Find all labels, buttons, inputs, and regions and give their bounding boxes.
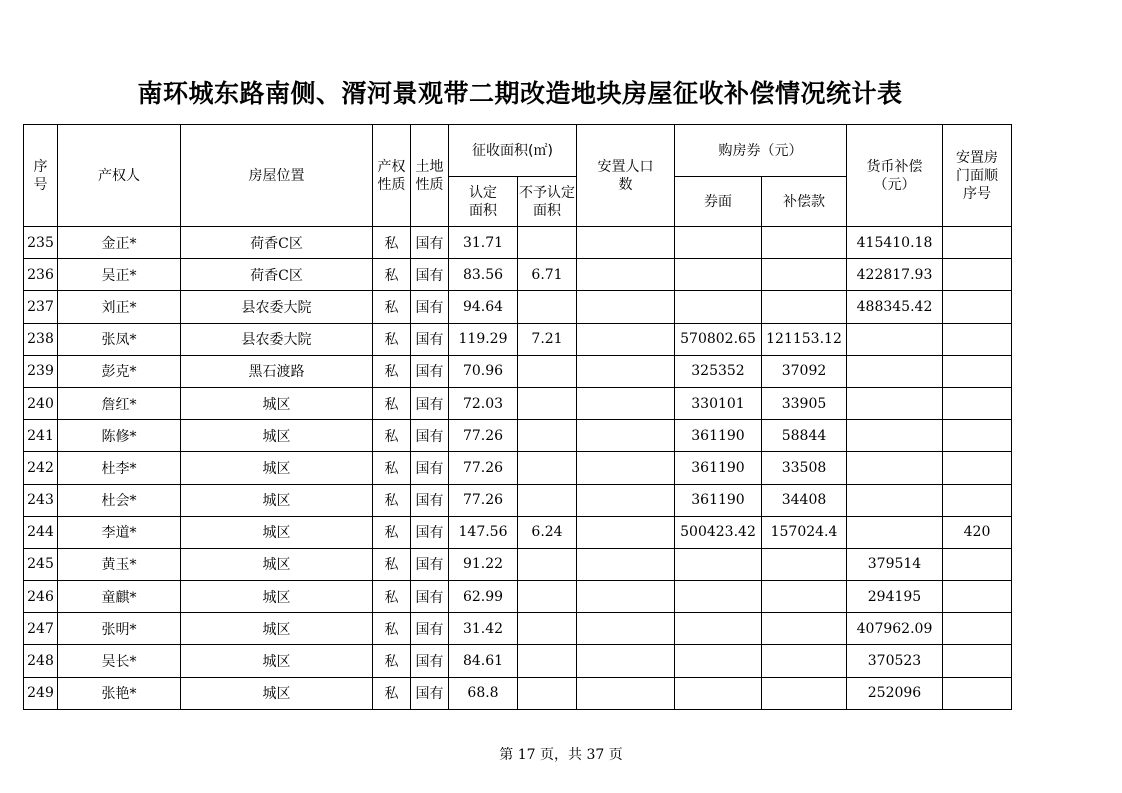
cell-location: 城区 <box>181 581 373 613</box>
cell-resettle-people <box>577 420 675 452</box>
cell-area-unrecognized <box>518 227 577 259</box>
cell-area-recognized: 62.99 <box>449 581 518 613</box>
cell-property-nature: 私 <box>373 548 411 580</box>
cell-resettle-people <box>577 323 675 355</box>
cell-area-recognized: 68.8 <box>449 677 518 709</box>
cell-resettle-people <box>577 516 675 548</box>
cell-area-recognized: 72.03 <box>449 387 518 419</box>
cell-voucher-face: 570802.65 <box>675 323 762 355</box>
cell-owner: 陈修* <box>58 420 181 452</box>
cell-area-unrecognized <box>518 291 577 323</box>
table-body <box>24 227 1012 710</box>
cell-voucher-face <box>675 581 762 613</box>
cell-cash <box>847 355 943 387</box>
cell-owner: 张明* <box>58 613 181 645</box>
cell-resettle-people <box>577 548 675 580</box>
cell-area-recognized: 94.64 <box>449 291 518 323</box>
cell-owner: 吴正* <box>58 259 181 291</box>
cell-seq: 240 <box>24 387 58 419</box>
cell-cash: 415410.18 <box>847 227 943 259</box>
cell-voucher-compensation <box>762 613 847 645</box>
cell-land-nature: 国有 <box>411 355 449 387</box>
cell-resettle-people <box>577 452 675 484</box>
cell-voucher-face <box>675 227 762 259</box>
cell-area-unrecognized <box>518 613 577 645</box>
cell-cash <box>847 452 943 484</box>
cell-cash: 488345.42 <box>847 291 943 323</box>
header-resettle-people: 安置人口数 <box>577 125 675 227</box>
header-location: 房屋位置 <box>181 125 373 227</box>
cell-cash <box>847 323 943 355</box>
cell-area-unrecognized <box>518 452 577 484</box>
cell-land-nature: 国有 <box>411 516 449 548</box>
cell-seq: 237 <box>24 291 58 323</box>
cell-location: 城区 <box>181 387 373 419</box>
cell-seq: 236 <box>24 259 58 291</box>
cell-area-recognized: 70.96 <box>449 355 518 387</box>
cell-owner: 黄玉* <box>58 548 181 580</box>
cell-property-nature: 私 <box>373 355 411 387</box>
cell-area-recognized: 77.26 <box>449 452 518 484</box>
cell-voucher-compensation <box>762 645 847 677</box>
cell-voucher-face <box>675 259 762 291</box>
table-row <box>24 323 1012 355</box>
cell-storefront-seq <box>943 677 1012 709</box>
cell-location: 城区 <box>181 677 373 709</box>
cell-location: 城区 <box>181 645 373 677</box>
cell-property-nature: 私 <box>373 613 411 645</box>
cell-voucher-compensation <box>762 581 847 613</box>
cell-land-nature: 国有 <box>411 227 449 259</box>
table-row <box>24 452 1012 484</box>
header-area-group: 征收面积(㎡) <box>449 125 577 177</box>
cell-location: 荷香C区 <box>181 259 373 291</box>
cell-area-recognized: 91.22 <box>449 548 518 580</box>
cell-storefront-seq <box>943 613 1012 645</box>
header-property-nature: 产权性质 <box>373 125 411 227</box>
header-land-nature: 土地性质 <box>411 125 449 227</box>
cell-cash: 370523 <box>847 645 943 677</box>
header-area-unrecognized: 不予认定面积 <box>518 177 577 227</box>
cell-property-nature: 私 <box>373 645 411 677</box>
cell-resettle-people <box>577 259 675 291</box>
table-row <box>24 677 1012 709</box>
cell-seq: 248 <box>24 645 58 677</box>
compensation-table <box>23 124 1012 710</box>
cell-seq: 243 <box>24 484 58 516</box>
cell-owner: 李道* <box>58 516 181 548</box>
cell-storefront-seq <box>943 387 1012 419</box>
cell-area-unrecognized <box>518 548 577 580</box>
header-owner: 产权人 <box>58 125 181 227</box>
cell-owner: 杜会* <box>58 484 181 516</box>
cell-resettle-people <box>577 613 675 645</box>
cell-location: 城区 <box>181 420 373 452</box>
cell-owner: 詹红* <box>58 387 181 419</box>
cell-voucher-compensation <box>762 291 847 323</box>
cell-location: 县农委大院 <box>181 291 373 323</box>
cell-storefront-seq <box>943 227 1012 259</box>
table-row <box>24 613 1012 645</box>
cell-area-unrecognized <box>518 387 577 419</box>
table-row <box>24 484 1012 516</box>
cell-area-unrecognized <box>518 420 577 452</box>
cell-voucher-compensation: 33905 <box>762 387 847 419</box>
cell-resettle-people <box>577 387 675 419</box>
cell-seq: 242 <box>24 452 58 484</box>
cell-owner: 吴长* <box>58 645 181 677</box>
cell-land-nature: 国有 <box>411 581 449 613</box>
cell-voucher-face: 500423.42 <box>675 516 762 548</box>
cell-resettle-people <box>577 355 675 387</box>
cell-owner: 金正* <box>58 227 181 259</box>
cell-owner: 杜李* <box>58 452 181 484</box>
cell-resettle-people <box>577 645 675 677</box>
cell-area-unrecognized <box>518 645 577 677</box>
cell-property-nature: 私 <box>373 581 411 613</box>
table-row <box>24 420 1012 452</box>
cell-owner: 张艳* <box>58 677 181 709</box>
cell-voucher-face: 330101 <box>675 387 762 419</box>
cell-area-recognized: 83.56 <box>449 259 518 291</box>
cell-resettle-people <box>577 291 675 323</box>
cell-cash <box>847 484 943 516</box>
cell-owner: 刘正* <box>58 291 181 323</box>
cell-voucher-compensation: 157024.4 <box>762 516 847 548</box>
cell-area-recognized: 31.71 <box>449 227 518 259</box>
header-storefront-seq: 安置房门面顺序号 <box>943 125 1012 227</box>
cell-cash <box>847 420 943 452</box>
cell-area-unrecognized <box>518 355 577 387</box>
header-voucher-group: 购房券（元） <box>675 125 847 177</box>
cell-voucher-compensation <box>762 259 847 291</box>
cell-land-nature: 国有 <box>411 259 449 291</box>
cell-storefront-seq <box>943 291 1012 323</box>
cell-voucher-face <box>675 613 762 645</box>
header-area-recognized: 认定面积 <box>449 177 518 227</box>
cell-property-nature: 私 <box>373 227 411 259</box>
page-title: 南环城东路南侧、湑河景观带二期改造地块房屋征收补偿情况统计表 <box>137 79 903 108</box>
cell-owner: 张凤* <box>58 323 181 355</box>
cell-property-nature: 私 <box>373 291 411 323</box>
cell-land-nature: 国有 <box>411 645 449 677</box>
cell-area-recognized: 77.26 <box>449 420 518 452</box>
table-row <box>24 548 1012 580</box>
cell-location: 城区 <box>181 452 373 484</box>
table-row <box>24 259 1012 291</box>
cell-area-unrecognized: 7.21 <box>518 323 577 355</box>
cell-voucher-compensation: 121153.12 <box>762 323 847 355</box>
cell-voucher-compensation <box>762 548 847 580</box>
cell-resettle-people <box>577 227 675 259</box>
cell-storefront-seq <box>943 645 1012 677</box>
cell-property-nature: 私 <box>373 677 411 709</box>
cell-resettle-people <box>577 677 675 709</box>
cell-voucher-compensation: 37092 <box>762 355 847 387</box>
cell-cash: 422817.93 <box>847 259 943 291</box>
cell-storefront-seq <box>943 323 1012 355</box>
cell-seq: 239 <box>24 355 58 387</box>
cell-area-unrecognized <box>518 677 577 709</box>
cell-cash: 252096 <box>847 677 943 709</box>
cell-seq: 247 <box>24 613 58 645</box>
cell-area-recognized: 119.29 <box>449 323 518 355</box>
header-voucher-face: 券面 <box>675 177 762 227</box>
cell-seq: 245 <box>24 548 58 580</box>
cell-seq: 241 <box>24 420 58 452</box>
cell-seq: 246 <box>24 581 58 613</box>
cell-property-nature: 私 <box>373 452 411 484</box>
cell-resettle-people <box>577 484 675 516</box>
cell-storefront-seq <box>943 484 1012 516</box>
cell-land-nature: 国有 <box>411 291 449 323</box>
table-row <box>24 291 1012 323</box>
cell-area-unrecognized: 6.71 <box>518 259 577 291</box>
cell-area-unrecognized <box>518 581 577 613</box>
table-row <box>24 516 1012 548</box>
cell-land-nature: 国有 <box>411 613 449 645</box>
cell-voucher-face <box>675 645 762 677</box>
cell-property-nature: 私 <box>373 516 411 548</box>
cell-seq: 249 <box>24 677 58 709</box>
cell-location: 荷香C区 <box>181 227 373 259</box>
cell-resettle-people <box>577 581 675 613</box>
cell-land-nature: 国有 <box>411 548 449 580</box>
cell-storefront-seq: 420 <box>943 516 1012 548</box>
cell-voucher-face: 361190 <box>675 420 762 452</box>
table-row <box>24 645 1012 677</box>
cell-voucher-compensation: 58844 <box>762 420 847 452</box>
cell-voucher-face: 361190 <box>675 452 762 484</box>
cell-location: 城区 <box>181 516 373 548</box>
cell-voucher-face <box>675 677 762 709</box>
cell-storefront-seq <box>943 452 1012 484</box>
cell-owner: 彭克* <box>58 355 181 387</box>
cell-voucher-compensation <box>762 677 847 709</box>
cell-area-recognized: 84.61 <box>449 645 518 677</box>
cell-storefront-seq <box>943 259 1012 291</box>
cell-location: 城区 <box>181 613 373 645</box>
header-seq: 序号 <box>24 125 58 227</box>
cell-voucher-compensation <box>762 227 847 259</box>
cell-cash <box>847 516 943 548</box>
table-row <box>24 581 1012 613</box>
cell-cash: 379514 <box>847 548 943 580</box>
cell-voucher-face: 325352 <box>675 355 762 387</box>
cell-land-nature: 国有 <box>411 677 449 709</box>
cell-area-recognized: 77.26 <box>449 484 518 516</box>
cell-property-nature: 私 <box>373 387 411 419</box>
cell-property-nature: 私 <box>373 420 411 452</box>
cell-property-nature: 私 <box>373 484 411 516</box>
cell-cash: 294195 <box>847 581 943 613</box>
cell-land-nature: 国有 <box>411 452 449 484</box>
cell-area-recognized: 147.56 <box>449 516 518 548</box>
cell-land-nature: 国有 <box>411 484 449 516</box>
cell-voucher-face <box>675 291 762 323</box>
cell-voucher-face <box>675 548 762 580</box>
cell-storefront-seq <box>943 420 1012 452</box>
cell-land-nature: 国有 <box>411 323 449 355</box>
cell-area-recognized: 31.42 <box>449 613 518 645</box>
cell-cash <box>847 387 943 419</box>
cell-land-nature: 国有 <box>411 387 449 419</box>
cell-property-nature: 私 <box>373 323 411 355</box>
table-row <box>24 227 1012 259</box>
cell-voucher-compensation: 33508 <box>762 452 847 484</box>
cell-location: 城区 <box>181 484 373 516</box>
cell-area-unrecognized: 6.24 <box>518 516 577 548</box>
cell-location: 黑石渡路 <box>181 355 373 387</box>
cell-seq: 238 <box>24 323 58 355</box>
cell-storefront-seq <box>943 355 1012 387</box>
header-cash: 货币补偿（元） <box>847 125 943 227</box>
cell-seq: 235 <box>24 227 58 259</box>
cell-voucher-face: 361190 <box>675 484 762 516</box>
cell-location: 县农委大院 <box>181 323 373 355</box>
cell-storefront-seq <box>943 548 1012 580</box>
cell-cash: 407962.09 <box>847 613 943 645</box>
cell-location: 城区 <box>181 548 373 580</box>
cell-voucher-compensation: 34408 <box>762 484 847 516</box>
cell-owner: 童麒* <box>58 581 181 613</box>
page-footer: 第 17 页，共 37 页 <box>499 747 623 763</box>
cell-seq: 244 <box>24 516 58 548</box>
cell-property-nature: 私 <box>373 259 411 291</box>
table-row <box>24 387 1012 419</box>
cell-land-nature: 国有 <box>411 420 449 452</box>
header-voucher-compensation: 补偿款 <box>762 177 847 227</box>
cell-area-unrecognized <box>518 484 577 516</box>
cell-storefront-seq <box>943 581 1012 613</box>
table-row <box>24 355 1012 387</box>
